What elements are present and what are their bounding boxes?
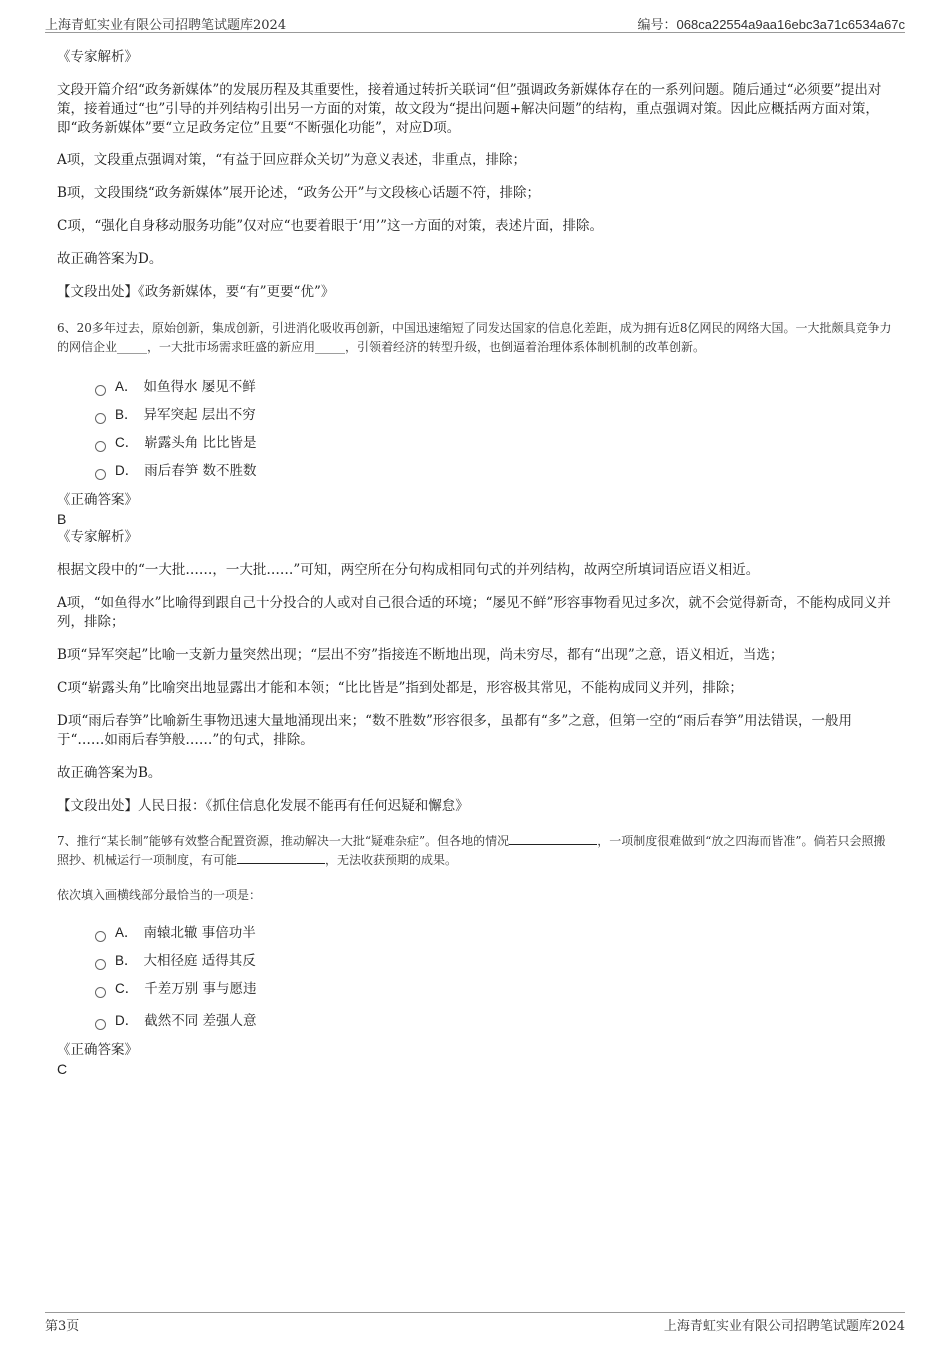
q7-stem-part1: 7、推行“某长制”能够有效整合配置资源，推动解决一大批“疑难杂症”。但各地的情况 xyxy=(57,834,510,848)
q7-answer: C xyxy=(57,1061,68,1077)
q5-option-c-analysis: C项，“强化自身移动服务功能”仅对应“也要着眼于‘用’”这一方面的对策，表述片面，排除。 xyxy=(57,218,604,234)
q7-option-b[interactable]: B． 大相径庭 适得其反 xyxy=(95,947,897,975)
page-header xyxy=(45,12,905,33)
q6-option-b[interactable]: B． 异军突起 层出不穷 xyxy=(95,401,897,429)
q7-answer-label: 《正确答案》 xyxy=(57,1042,138,1058)
q7-blank-2 xyxy=(237,851,325,864)
q7-stem xyxy=(57,832,897,870)
radio-icon[interactable] xyxy=(95,441,106,452)
radio-icon[interactable] xyxy=(95,931,106,942)
q6-conclusion: 故正确答案为B。 xyxy=(57,765,162,781)
q7-blank-1 xyxy=(509,832,597,845)
radio-icon[interactable] xyxy=(95,413,106,424)
radio-icon[interactable] xyxy=(95,987,106,998)
q6-option-d-analysis: D项“雨后春笋”比喻新生事物迅速大量地涌现出来；“数不胜数”形容很多，虽都有“多”之意，但第一空的“雨后春笋”用法错误，一般用于“……如雨后春笋般……”的句式，排除。 xyxy=(57,713,853,748)
q6-option-d[interactable]: D． 雨后春笋 数不胜数 xyxy=(95,457,897,485)
q6-answer-label: 《正确答案》 xyxy=(57,492,138,508)
q6-source: 【文段出处】人民日报：《抓住信息化发展不能再有任何迟疑和懈怠》 xyxy=(57,798,469,814)
header-serial-label: 编号： xyxy=(637,18,677,33)
document-body xyxy=(57,46,897,1078)
footer-title: 上海青虹实业有限公司招聘笔试题库2024 xyxy=(663,1319,905,1334)
radio-icon[interactable] xyxy=(95,959,106,970)
q6-option-c-analysis: C项“崭露头角”比喻突出地显露出才能和本领；“比比皆是”指到处都是，形容极其常见，不能构成同义并列，排除； xyxy=(57,680,743,696)
header-serial-value: 068ca22554a9aa16ebc3a71c6534a67c xyxy=(676,17,905,32)
q6-analysis: 根据文段中的“一大批……，一大批……”可知，两空所在分句构成相同句式的并列结构，故两空所填词语应语义相近。 xyxy=(57,562,760,578)
q7-option-d[interactable]: D． 截然不同 差强人意 xyxy=(95,1007,897,1035)
q6-blank-2: _____ xyxy=(315,340,346,354)
page-footer xyxy=(45,1312,905,1333)
q6-stem-part2: ，一大批市场需求旺盛的新应用 xyxy=(147,340,316,354)
q6-answer: B xyxy=(57,511,67,527)
q5-conclusion: 故正确答案为D。 xyxy=(57,251,163,267)
q5-analysis: 文段开篇介绍“政务新媒体”的发展历程及其重要性，接着通过转折关联词“但”强调政务新媒体存在的一系列问题。随后通过“必须要”提出对策，接着通过“也”引导的并列结构引出另一方面的对策，故文段为“提出问题+解决问题”的结构，重点强调对策。因此应概括两方面对策，即“政务新媒体”要“立足政务定位”且要“不断强化功能”，对应D项。 xyxy=(57,82,882,136)
q6-stem xyxy=(57,319,897,357)
q5-option-b-analysis: B项，文段围绕“政务新媒体”展开论述，“政务公开”与文段核心话题不符，排除； xyxy=(57,185,541,201)
q6-stem-part3: ，引领着经济的转型升级，也倒逼着治理体系体制机制的改革创新。 xyxy=(345,340,706,354)
header-title: 上海青虹实业有限公司招聘笔试题库2024 xyxy=(45,18,287,33)
q6-option-b-analysis: B项“异军突起”比喻一支新力量突然出现；“层出不穷”指接连不断地出现，尚未穷尽，都有“出现”之意，语义相近，当选； xyxy=(57,647,784,663)
header-serial xyxy=(638,14,905,33)
footer-page-number: 第3页 xyxy=(45,1319,80,1334)
q5-analysis-label: 《专家解析》 xyxy=(57,49,138,65)
q6-options xyxy=(57,373,897,485)
q6-option-a-analysis: A项，“如鱼得水”比喻得到跟自己十分投合的人或对自己很合适的环境；“屡见不鲜”形容事物看见过多次，就不会觉得新奇，不能构成同义并列，排除； xyxy=(57,595,891,630)
q5-option-a-analysis: A项，文段重点强调对策，“有益于回应群众关切”为意义表述，非重点，排除； xyxy=(57,152,527,168)
q7-option-c[interactable]: C． 千差万别 事与愿违 xyxy=(95,975,897,1003)
q7-stem-part3: ，无法收获预期的成果。 xyxy=(325,853,458,867)
q6-analysis-label: 《专家解析》 xyxy=(57,529,138,545)
q6-option-c[interactable]: C． 崭露头角 比比皆是 xyxy=(95,429,897,457)
q7-options xyxy=(57,919,897,1035)
q7-option-a[interactable]: A． 南辕北辙 事倍功半 xyxy=(95,919,897,947)
q6-option-a[interactable]: A． 如鱼得水 屡见不鲜 xyxy=(95,373,897,401)
q5-source: 【文段出处】《政务新媒体，要“有”更要“优”》 xyxy=(57,284,335,300)
q7-instruction: 依次填入画横线部分最恰当的一项是： xyxy=(57,888,262,902)
radio-icon[interactable] xyxy=(95,1019,106,1030)
q7-stem-part2: ，一项制度很难做到“放之四海而皆准”。倘若只会照搬照抄、机械运行一项制度，有可能 xyxy=(57,834,886,867)
radio-icon[interactable] xyxy=(95,385,106,396)
q6-blank-1: _____ xyxy=(117,340,148,354)
radio-icon[interactable] xyxy=(95,469,106,480)
q6-stem-part1: 6、20多年过去，原始创新，集成创新，引进消化吸收再创新，中国迅速缩短了同发达国家的信息化差距，成为拥有近8亿网民的网络大国。一大批颇具竞争力的网信企业 xyxy=(57,321,892,354)
